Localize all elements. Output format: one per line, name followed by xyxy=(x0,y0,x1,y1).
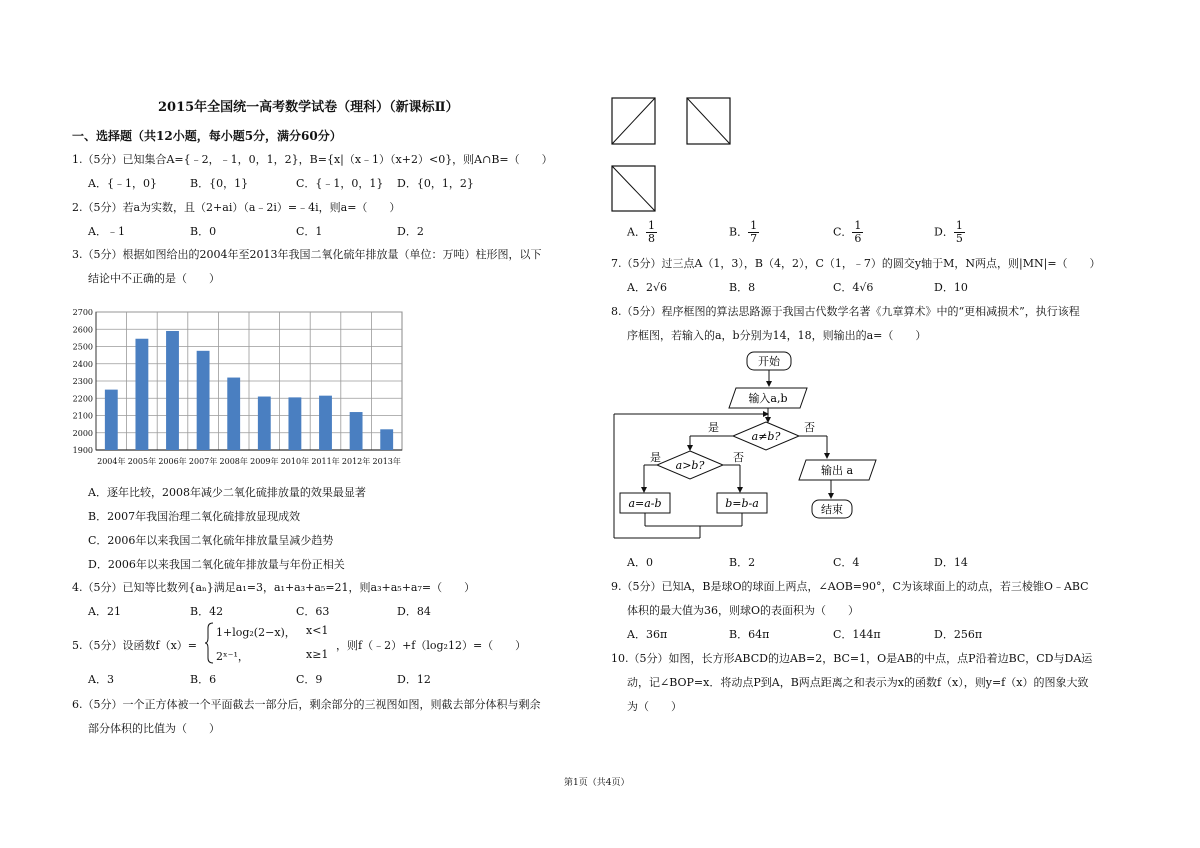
q9-option-b: B．64π xyxy=(729,628,770,641)
chart-x-tick-label: 2011年 xyxy=(311,457,340,466)
q4-option-c: C．63 xyxy=(296,605,330,618)
question-8-stem-line1: 8.（5分）程序框图的算法思路源于我国古代数学名著《九章算术》中的“更相减损术”，执行该程 xyxy=(611,305,1080,318)
q1-option-d: D．{0，1，2} xyxy=(397,177,474,190)
question-2-stem: 2.（5分）若a为实数，且（2+ai）（a﹣2i）=﹣4i，则a=（ ） xyxy=(72,201,401,214)
chart-x-tick-label: 2010年 xyxy=(280,457,310,466)
flow-input-label: 输入a,b xyxy=(748,392,788,405)
question-5-stem-suffix: ，则f（﹣2）+f（log₂12）=（ ） xyxy=(336,639,527,652)
q9-option-c: C．144π xyxy=(833,628,881,641)
chart-x-tick-label: 2009年 xyxy=(250,457,279,466)
piecewise-brace xyxy=(204,622,214,664)
question-4-stem: 4.（5分）已知等比数列{aₙ}满足a₁=3，a₁+a₃+a₅=21，则a₃+a₅+a₇=（ ） xyxy=(72,581,476,594)
flow-cond1-label: a≠b? xyxy=(751,430,781,443)
q6-option-b: B． $\frac{1}{7}$ xyxy=(729,219,758,245)
chart-bar xyxy=(258,397,271,450)
q1-option-c: C．{﹣1，0，1} xyxy=(296,177,384,190)
question-9-stem-line1: 9.（5分）已知A，B是球O的球面上两点，∠AOB=90°，C为该球面上的动点，若三棱锥O﹣ABC xyxy=(611,580,1089,593)
q3-option-a: A．逐年比较，2008年减少二氧化硫排放量的效果最显著 xyxy=(88,486,366,499)
q5-condition-1: x<1 xyxy=(306,624,329,637)
q5-option-b: B．6 xyxy=(190,673,217,686)
q5-option-d: D．12 xyxy=(397,673,431,686)
flow-no-label-2: 否 xyxy=(733,451,744,464)
chart-y-tick-label: 2300 xyxy=(72,377,93,386)
q4-option-a: A．21 xyxy=(88,605,121,618)
q4-option-d: D．84 xyxy=(397,605,431,618)
flow-yes-label-1: 是 xyxy=(708,421,719,434)
question-6-stem-line1: 6.（5分）一个正方体被一个平面截去一部分后，剩余部分的三视图如图，则截去部分体积与剩余 xyxy=(72,698,541,711)
chart-x-tick-label: 2007年 xyxy=(188,457,218,466)
question-5-stem-prefix: 5.（5分）设函数f（x）= xyxy=(72,639,197,652)
chart-y-tick-label: 2100 xyxy=(72,411,93,421)
chart-bar xyxy=(288,397,301,450)
question-1-stem: 1.（5分）已知集合A={﹣2，﹣1，0，1，2}，B={x|（x﹣1）（x+2）<0}，则A∩B=（ ） xyxy=(72,153,553,166)
q5-option-c: C．9 xyxy=(296,673,323,686)
chart-y-tick-label: 2500 xyxy=(72,342,93,352)
flow-output-label: 输出 a xyxy=(820,464,854,477)
q9-option-a: A．36π xyxy=(627,628,668,641)
chart-y-tick-label: 2200 xyxy=(72,394,93,404)
question-3-stem-line1: 3.（5分）根据如图给出的2004年至2013年我国二氧化硫年排放量（单位：万吨）柱形图，以下 xyxy=(72,248,542,261)
chart-y-tick-label: 2700 xyxy=(72,308,93,317)
question-6-stem-line2: 部分体积的比值为（ ） xyxy=(88,722,220,735)
chart-x-tick-label: 2006年 xyxy=(158,457,187,466)
question-9-stem-line2: 体积的最大值为36，则球O的表面积为（ ） xyxy=(627,604,860,617)
q2-option-a: A．﹣1 xyxy=(88,225,125,238)
chart-bar xyxy=(105,390,118,450)
q1-option-a: A．{﹣1，0} xyxy=(88,177,157,190)
chart-bar xyxy=(227,378,240,450)
section-heading: 一、选择题（共12小题，每小题5分，满分60分） xyxy=(72,129,342,143)
chart-bar xyxy=(197,351,210,450)
q2-option-c: C．1 xyxy=(296,225,323,238)
question-8-stem-line2: 序框图，若输入的a，b分别为14，18，则输出的a=（ ） xyxy=(627,329,927,342)
flow-cond2-label: a>b? xyxy=(675,459,705,472)
flow-assign-b-label: b=b-a xyxy=(725,497,759,510)
chart-bar xyxy=(380,429,393,450)
chart-x-tick-label: 2012年 xyxy=(341,457,371,466)
q6-option-a: A． $\frac{1}{8}$ xyxy=(627,219,655,245)
chart-x-tick-label: 2005年 xyxy=(127,457,157,466)
chart-x-tick-label: 2004年 xyxy=(97,457,126,466)
chart-y-tick-label: 2400 xyxy=(72,359,93,369)
chart-x-tick-label: 2008年 xyxy=(219,457,248,466)
q4-option-b: B．42 xyxy=(190,605,224,618)
q8-option-b: B．2 xyxy=(729,556,756,569)
chart-y-tick-label: 2000 xyxy=(72,428,93,438)
three-view-diagram xyxy=(610,96,734,214)
so2-emissions-bar-chart xyxy=(66,306,418,476)
q3-option-d: D．2006年以来我国二氧化硫年排放量与年份正相关 xyxy=(88,558,345,571)
page-footer: 第1页（共4页） xyxy=(564,778,630,788)
q3-option-c: C．2006年以来我国二氧化硫年排放量呈减少趋势 xyxy=(88,534,334,547)
q5-case-2: 2ˣ⁻¹， xyxy=(216,650,249,663)
flow-no-label-1: 否 xyxy=(804,421,815,434)
q5-option-a: A．3 xyxy=(88,673,114,686)
q3-option-b: B．2007年我国治理二氧化硫排放显现成效 xyxy=(88,510,301,523)
flow-yes-label-2: 是 xyxy=(650,451,661,464)
q9-option-d: D．256π xyxy=(934,628,983,641)
q7-option-c: C．4√6 xyxy=(833,281,874,294)
chart-y-tick-label: 2600 xyxy=(72,325,93,335)
flow-start-label: 开始 xyxy=(758,355,780,368)
question-10-stem-line2: 动，记∠BOP=x．将动点P到A，B两点距离之和表示为x的函数f（x），则y=f（x）的图象大致 xyxy=(627,676,1089,689)
chart-y-tick-label: 1900 xyxy=(72,446,93,455)
q7-option-a: A．2√6 xyxy=(627,281,667,294)
question-10-stem-line1: 10.（5分）如图，长方形ABCD的边AB=2，BC=1，O是AB的中点，点P沿着边BC，CD与DA运 xyxy=(611,652,1093,665)
page-title: 2015年全国统一高考数学试卷（理科）（新课标Ⅱ） xyxy=(158,100,459,115)
q1-option-b: B．{0，1} xyxy=(190,177,249,190)
q6-option-c: C． $\frac{1}{6}$ xyxy=(833,219,862,245)
q8-option-c: C．4 xyxy=(833,556,860,569)
q6-option-d: D． $\frac{1}{5}$ xyxy=(934,219,963,245)
q8-option-d: D．14 xyxy=(934,556,968,569)
q5-case-1: 1+log₂(2−x)， xyxy=(216,626,296,639)
question-3-stem-line2: 结论中不正确的是（ ） xyxy=(88,272,220,285)
q7-option-b: B．8 xyxy=(729,281,756,294)
flow-end-label: 结束 xyxy=(821,503,843,516)
chart-bar xyxy=(350,412,363,450)
chart-x-tick-label: 2013年 xyxy=(372,457,401,466)
program-flowchart xyxy=(610,348,910,546)
q7-option-d: D．10 xyxy=(934,281,968,294)
q5-condition-2: x≥1 xyxy=(306,648,329,661)
q2-option-b: B．0 xyxy=(190,225,217,238)
q8-option-a: A．0 xyxy=(627,556,653,569)
q2-option-d: D．2 xyxy=(397,225,424,238)
question-10-stem-line3: 为（ ） xyxy=(627,700,682,713)
chart-bar xyxy=(319,396,332,450)
chart-bar xyxy=(166,331,179,450)
question-7-stem: 7.（5分）过三点A（1，3），B（4，2），C（1，﹣7）的圆交y轴于M，N两点，则|MN|=（ ） xyxy=(611,257,1101,270)
chart-bar xyxy=(135,339,148,450)
flow-assign-a-label: a=a-b xyxy=(628,497,662,510)
